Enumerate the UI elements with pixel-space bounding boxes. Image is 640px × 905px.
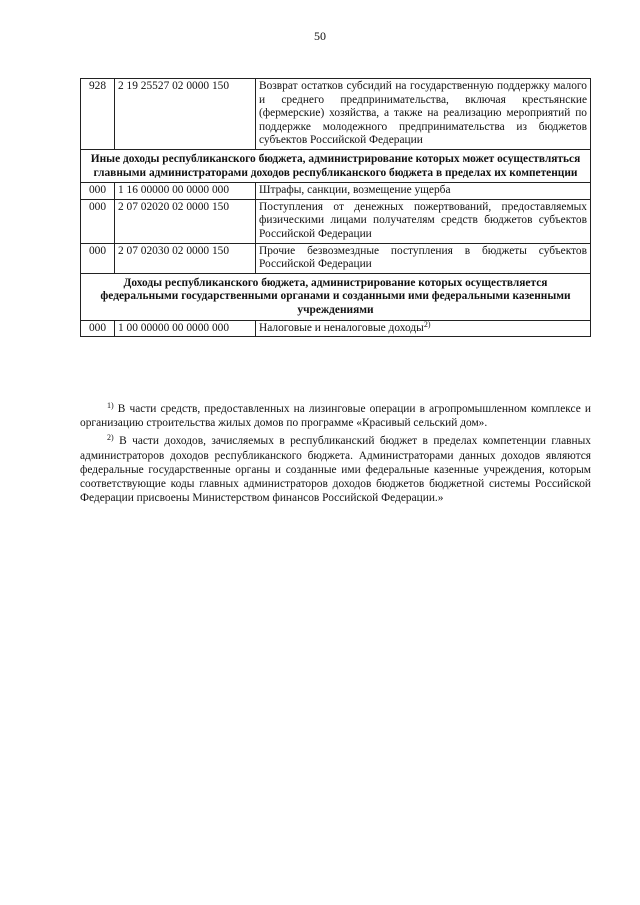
footnote-1 [80, 402, 591, 430]
revenue-name-cell: Штрафы, санкции, возмещение ущерба [256, 183, 591, 200]
section-title-federal-revenues: Доходы республиканского бюджета, администрирование которых осуществляется федеральными государственными органами и созданными ими федеральными казенными учреждениями [81, 273, 591, 320]
revenue-name-cell: Возврат остатков субсидий на государственную поддержку малого и среднего предпринимательства, включая крестьянские (фермерские) хозяйства, а также на реализацию мероприятий по поддержке молодежного предпринимательства из бюджетов субъектов Российской Федерации [256, 79, 591, 150]
page-number: 50 [314, 29, 326, 43]
table-row [81, 243, 591, 273]
table-row [81, 320, 591, 337]
footnotes [80, 402, 591, 509]
admin-code-cell: 000 [81, 183, 115, 200]
footnote-2 [80, 434, 591, 505]
revenue-classification-table [80, 78, 591, 337]
table-row [81, 183, 591, 200]
footnote-text: В части доходов, зачисляемых в республиканский бюджет в пределах компетенции главных администраторов доходов республиканского бюджета. Администраторами данных доходов являются федеральные государственные органы и созданные ими федеральные казенные учреждения, которым соответствующие коды главных администраторов доходов бюджетов бюджетной системы Российской Федерации присвоены Министерством финансов Российской Федерации.» [80, 435, 591, 505]
revenue-name-cell [256, 320, 591, 337]
revenue-code-cell: 2 19 25527 02 0000 150 [115, 79, 256, 150]
table-row [81, 199, 591, 243]
footnote-mark: 1) [107, 401, 114, 410]
section-header-row [81, 273, 591, 320]
admin-code-cell: 928 [81, 79, 115, 150]
revenue-code-cell: 2 07 02020 02 0000 150 [115, 199, 256, 243]
footnote-reference: 2) [423, 319, 431, 329]
section-title-other-revenues: Иные доходы республиканского бюджета, администрирование которых может осуществляться главными администраторами доходов республиканского бюджета в пределах их компетенции [81, 149, 591, 182]
admin-code-cell: 000 [81, 199, 115, 243]
revenue-code-cell: 1 16 00000 00 0000 000 [115, 183, 256, 200]
table-row [81, 79, 591, 150]
section-header-row [81, 149, 591, 182]
admin-code-cell: 000 [81, 320, 115, 337]
revenue-name-cell: Прочие безвозмездные поступления в бюджеты субъектов Российской Федерации [256, 243, 591, 273]
revenue-name-cell: Поступления от денежных пожертвований, предоставляемых физическими лицами получателям средств бюджетов субъектов Российской Федерации [256, 199, 591, 243]
footnote-mark: 2) [107, 433, 114, 443]
footnote-text: В части средств, предоставленных на лизинговые операции в агропромышленном комплексе и организацию строительства жилых домов по программе «Красивый сельский дом». [80, 403, 591, 430]
revenue-name-text: Налоговые и неналоговые доходы [259, 321, 424, 334]
admin-code-cell: 000 [81, 243, 115, 273]
revenue-code-cell: 1 00 00000 00 0000 000 [115, 320, 256, 337]
revenue-code-cell: 2 07 02030 02 0000 150 [115, 243, 256, 273]
